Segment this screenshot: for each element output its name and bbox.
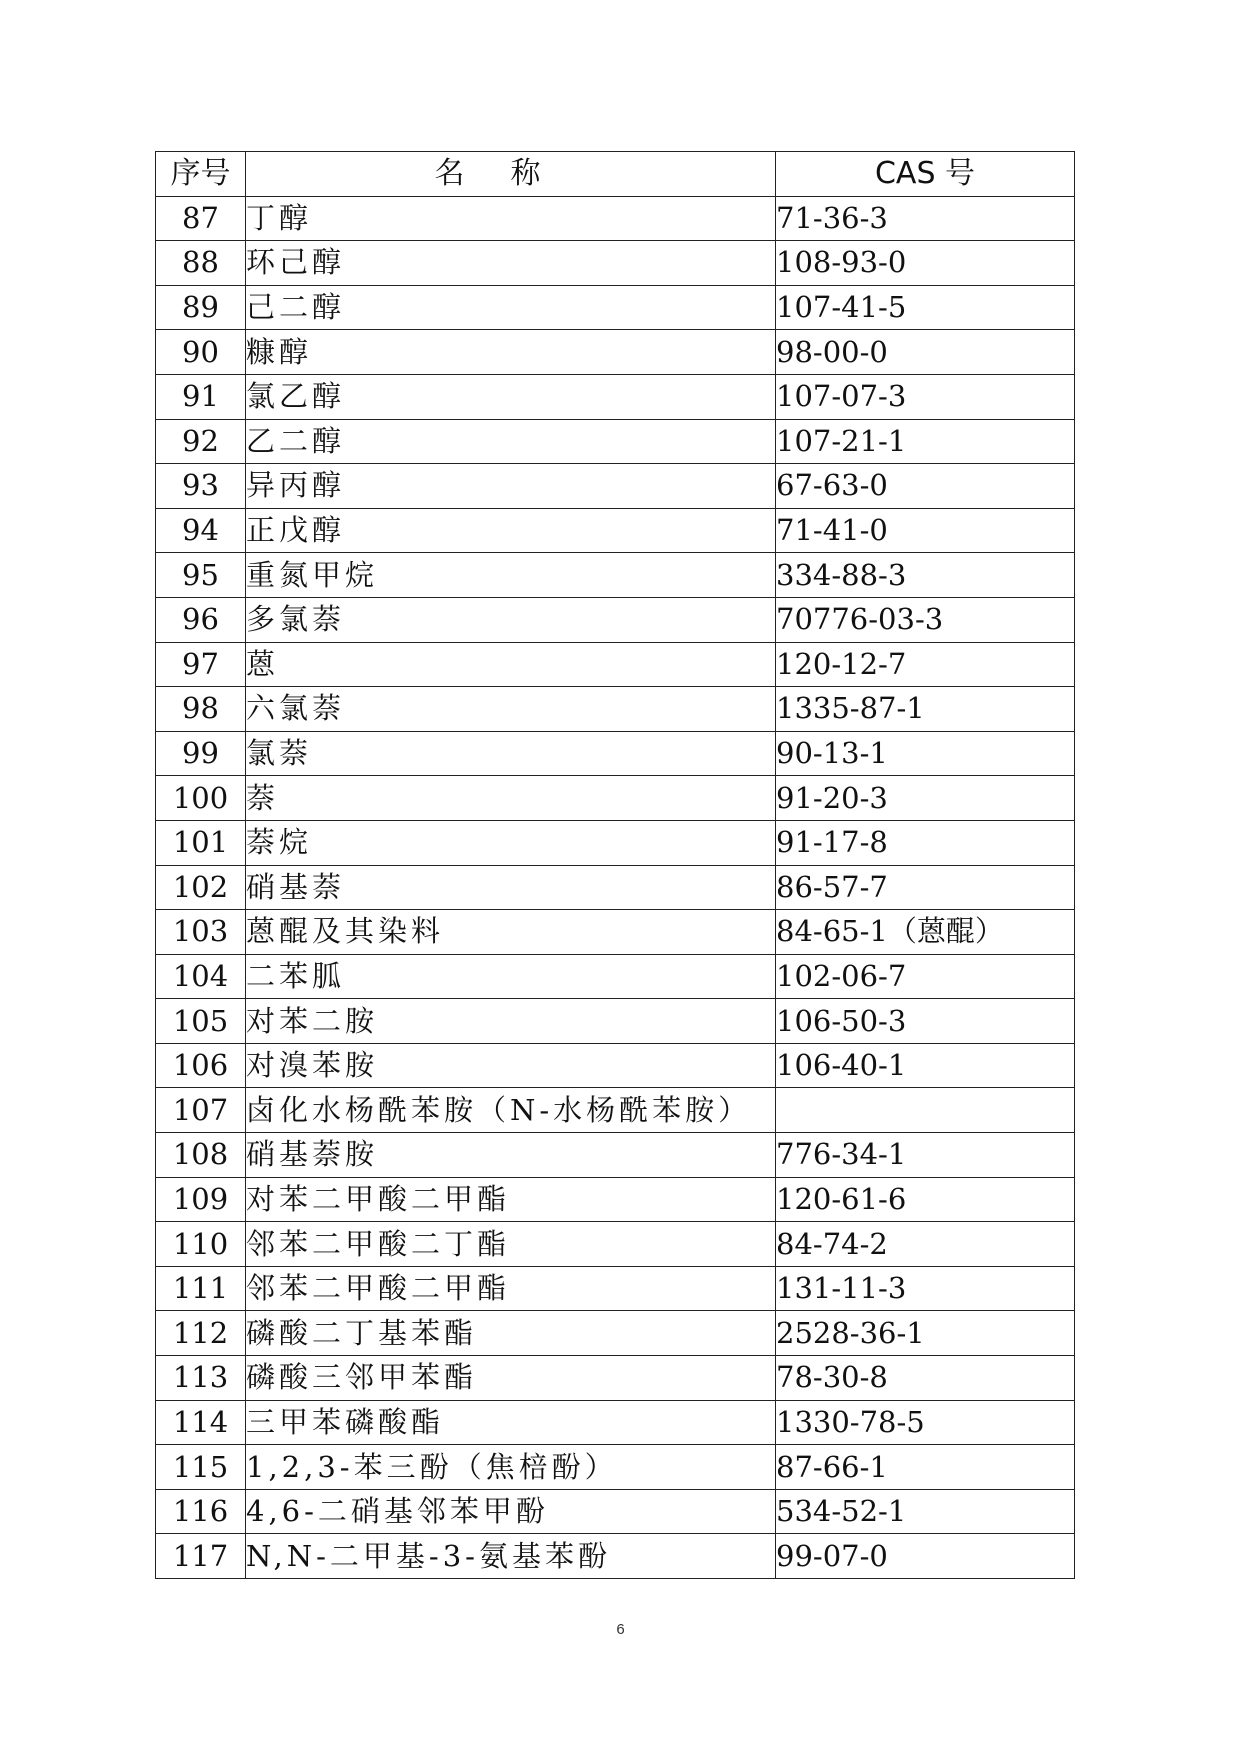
row-serial-number: 116 [156,1489,246,1534]
row-chemical-name: 蒽 [246,642,776,687]
row-chemical-name: 多氯萘 [246,597,776,642]
table-row [156,1311,1075,1356]
row-chemical-name: N,N-二甲基-3-氨基苯酚 [246,1534,776,1579]
row-chemical-name: 对溴苯胺 [246,1043,776,1088]
table-row [156,1177,1075,1222]
row-cas-number: 106-50-3 [776,999,1075,1044]
table-row [156,553,1075,598]
row-cas-number: 78-30-8 [776,1356,1075,1401]
row-serial-number: 87 [156,196,246,241]
row-cas-number: 102-06-7 [776,954,1075,999]
table-row [156,642,1075,687]
row-cas-number: 90-13-1 [776,731,1075,776]
row-chemical-name: 4,6-二硝基邻苯甲酚 [246,1489,776,1534]
table-body [156,196,1075,1578]
row-chemical-name: 氯萘 [246,731,776,776]
row-chemical-name: 异丙醇 [246,464,776,509]
row-serial-number: 114 [156,1400,246,1445]
row-serial-number: 91 [156,374,246,419]
table-row [156,374,1075,419]
table-row [156,285,1075,330]
page-number: 6 [616,1621,625,1638]
header-name: 名称 [246,152,776,197]
row-cas-number: 71-41-0 [776,508,1075,553]
table-row [156,1400,1075,1445]
row-cas-number: 71-36-3 [776,196,1075,241]
row-chemical-name: 邻苯二甲酸二丁酯 [246,1222,776,1267]
table-row [156,954,1075,999]
row-cas-number: 120-12-7 [776,642,1075,687]
table-row [156,1445,1075,1490]
table-row [156,820,1075,865]
row-serial-number: 95 [156,553,246,598]
row-cas-number: 91-17-8 [776,820,1075,865]
row-chemical-name: 乙二醇 [246,419,776,464]
table-row [156,999,1075,1044]
row-cas-number: 131-11-3 [776,1266,1075,1311]
row-cas-number: 776-34-1 [776,1133,1075,1178]
chemical-table [155,151,1075,1579]
row-chemical-name: 环己醇 [246,241,776,286]
table-row [156,687,1075,732]
row-cas-number: 70776-03-3 [776,597,1075,642]
row-chemical-name: 氯乙醇 [246,374,776,419]
row-serial-number: 100 [156,776,246,821]
row-serial-number: 104 [156,954,246,999]
row-chemical-name: 正戊醇 [246,508,776,553]
row-serial-number: 110 [156,1222,246,1267]
row-chemical-name: 硝基萘胺 [246,1133,776,1178]
row-chemical-name: 萘 [246,776,776,821]
row-cas-number: 107-07-3 [776,374,1075,419]
row-cas-number: 106-40-1 [776,1043,1075,1088]
row-cas-number: 98-00-0 [776,330,1075,375]
row-serial-number: 106 [156,1043,246,1088]
table-row [156,419,1075,464]
row-serial-number: 107 [156,1088,246,1133]
row-chemical-name: 卤化水杨酰苯胺（N-水杨酰苯胺） [246,1088,776,1133]
row-serial-number: 89 [156,285,246,330]
row-serial-number: 113 [156,1356,246,1401]
table-header-row [156,152,1075,197]
row-chemical-name: 蒽醌及其染料 [246,910,776,955]
row-serial-number: 103 [156,910,246,955]
table-row [156,330,1075,375]
row-cas-number: 84-74-2 [776,1222,1075,1267]
table-row [156,1356,1075,1401]
row-serial-number: 105 [156,999,246,1044]
row-chemical-name: 重氮甲烷 [246,553,776,598]
row-serial-number: 102 [156,865,246,910]
table-row [156,508,1075,553]
row-chemical-name: 邻苯二甲酸二甲酯 [246,1266,776,1311]
row-cas-number: 87-66-1 [776,1445,1075,1490]
header-serial-number: 序号 [156,152,246,197]
row-cas-number: 2528-36-1 [776,1311,1075,1356]
header-cas-number: CAS 号 [776,152,1075,197]
row-serial-number: 109 [156,1177,246,1222]
row-serial-number: 111 [156,1266,246,1311]
row-chemical-name: 三甲苯磷酸酯 [246,1400,776,1445]
row-chemical-name: 丁醇 [246,196,776,241]
row-chemical-name: 二苯胍 [246,954,776,999]
table-row [156,597,1075,642]
table-row [156,731,1075,776]
row-cas-number: 84-65-1（蒽醌） [776,910,1075,955]
row-chemical-name: 己二醇 [246,285,776,330]
table-row [156,1489,1075,1534]
row-cas-number: 99-07-0 [776,1534,1075,1579]
row-serial-number: 90 [156,330,246,375]
table-row [156,1043,1075,1088]
row-serial-number: 108 [156,1133,246,1178]
table-row [156,196,1075,241]
row-cas-number: 67-63-0 [776,464,1075,509]
row-chemical-name: 1,2,3-苯三酚（焦棓酚） [246,1445,776,1490]
row-serial-number: 101 [156,820,246,865]
table-row [156,910,1075,955]
row-serial-number: 94 [156,508,246,553]
table-row [156,1088,1075,1133]
table-row [156,241,1075,286]
row-chemical-name: 六氯萘 [246,687,776,732]
row-cas-number: 86-57-7 [776,865,1075,910]
table-row [156,464,1075,509]
row-cas-number: 1330-78-5 [776,1400,1075,1445]
row-cas-number: 107-21-1 [776,419,1075,464]
table-row [156,776,1075,821]
row-chemical-name: 磷酸二丁基苯酯 [246,1311,776,1356]
row-serial-number: 99 [156,731,246,776]
row-serial-number: 112 [156,1311,246,1356]
row-cas-number [776,1088,1075,1133]
table-row [156,865,1075,910]
row-cas-number: 91-20-3 [776,776,1075,821]
table-row [156,1222,1075,1267]
row-cas-number: 120-61-6 [776,1177,1075,1222]
row-chemical-name: 萘烷 [246,820,776,865]
row-chemical-name: 硝基萘 [246,865,776,910]
row-chemical-name: 糠醇 [246,330,776,375]
table-row [156,1133,1075,1178]
row-cas-number: 108-93-0 [776,241,1075,286]
row-chemical-name: 对苯二甲酸二甲酯 [246,1177,776,1222]
table-row [156,1266,1075,1311]
row-cas-number: 534-52-1 [776,1489,1075,1534]
row-cas-number: 1335-87-1 [776,687,1075,732]
row-serial-number: 96 [156,597,246,642]
row-chemical-name: 对苯二胺 [246,999,776,1044]
row-serial-number: 115 [156,1445,246,1490]
row-cas-number: 107-41-5 [776,285,1075,330]
row-serial-number: 93 [156,464,246,509]
row-cas-number: 334-88-3 [776,553,1075,598]
row-serial-number: 88 [156,241,246,286]
row-serial-number: 92 [156,419,246,464]
row-serial-number: 117 [156,1534,246,1579]
row-serial-number: 97 [156,642,246,687]
table-row [156,1534,1075,1579]
row-chemical-name: 磷酸三邻甲苯酯 [246,1356,776,1401]
row-serial-number: 98 [156,687,246,732]
